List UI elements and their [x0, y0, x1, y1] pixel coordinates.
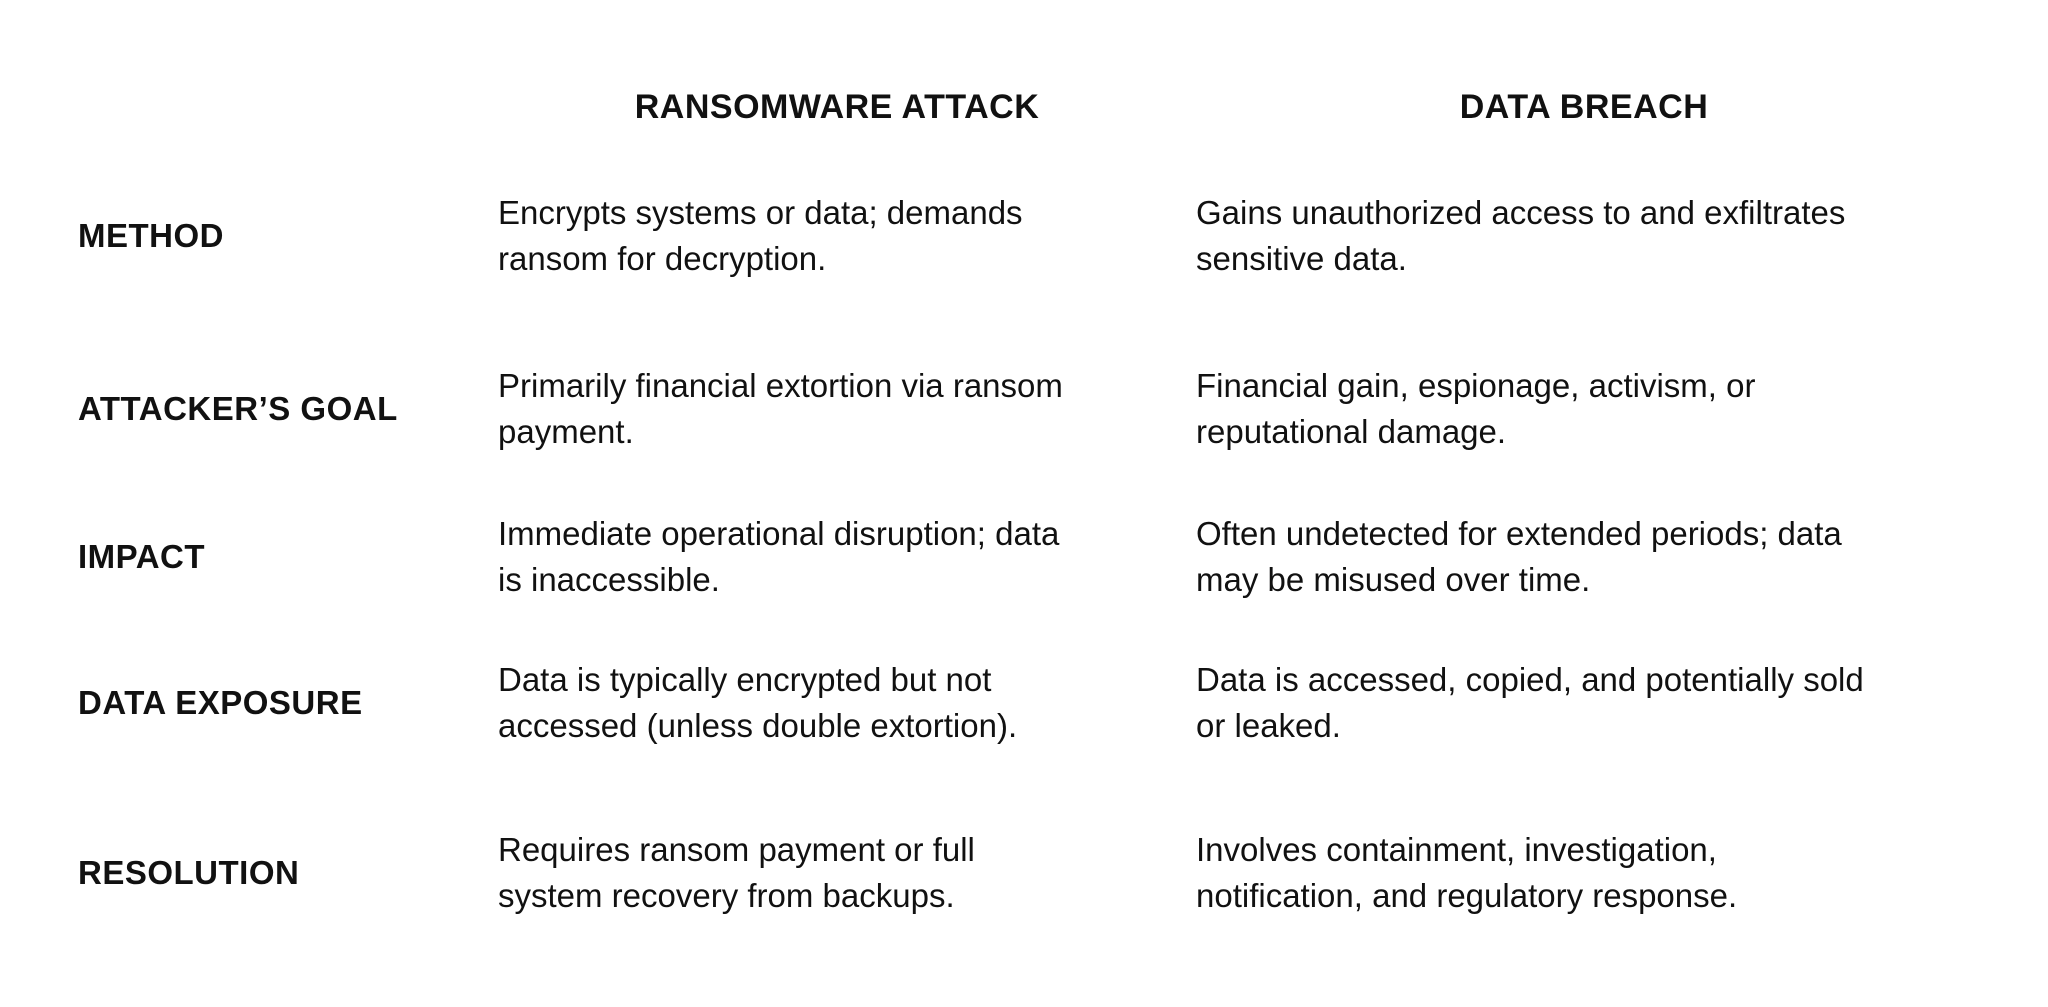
cell-line: Requires ransom payment or full	[498, 831, 975, 868]
row-label-method: METHOD	[78, 217, 224, 254]
row-label-resolution: RESOLUTION	[78, 854, 300, 891]
cell-line: is inaccessible.	[498, 561, 720, 598]
row-label-attackers-goal: ATTACKER’S GOAL	[78, 390, 398, 427]
cell-line: Involves containment, investigation,	[1196, 831, 1717, 868]
cell-resolution-ransomware	[498, 827, 1178, 919]
cell-line: Data is typically encrypted but not	[498, 661, 992, 698]
cell-line: reputational damage.	[1196, 413, 1507, 450]
row-label-data-exposure: DATA EXPOSURE	[78, 684, 363, 721]
cell-line: Immediate operational disruption; data	[498, 515, 1060, 552]
cell-line: payment.	[498, 413, 634, 450]
cell-goal-ransomware	[498, 363, 1178, 455]
cell-line: sensitive data.	[1196, 240, 1407, 277]
cell-line: Data is accessed, copied, and potentially sold	[1196, 661, 1864, 698]
cell-method-breach	[1196, 190, 1976, 282]
cell-resolution-breach	[1196, 827, 1976, 919]
column-header-ransomware: RANSOMWARE ATTACK	[634, 88, 1040, 126]
cell-line: ransom for decryption.	[498, 240, 827, 277]
cell-line: or leaked.	[1196, 707, 1341, 744]
cell-goal-breach	[1196, 363, 1976, 455]
cell-exposure-ransomware	[498, 657, 1178, 749]
cell-exposure-breach	[1196, 657, 1976, 749]
cell-impact-breach	[1196, 511, 1976, 603]
cell-line: accessed (unless double extortion).	[498, 707, 1018, 744]
cell-line: Encrypts systems or data; demands	[498, 194, 1023, 231]
cell-line: system recovery from backups.	[498, 877, 955, 914]
cell-line: Financial gain, espionage, activism, or	[1196, 367, 1756, 404]
cell-line: Gains unauthorized access to and exfiltrates	[1196, 194, 1846, 231]
cell-line: Primarily financial extortion via ransom	[498, 367, 1063, 404]
cell-line: may be misused over time.	[1196, 561, 1591, 598]
row-label-impact: IMPACT	[78, 538, 206, 575]
cell-method-ransomware	[498, 190, 1178, 282]
cell-line: Often undetected for extended periods; data	[1196, 515, 1842, 552]
cell-line: notification, and regulatory response.	[1196, 877, 1738, 914]
cell-impact-ransomware	[498, 511, 1178, 603]
column-header-data-breach: DATA BREACH	[1459, 88, 1709, 126]
